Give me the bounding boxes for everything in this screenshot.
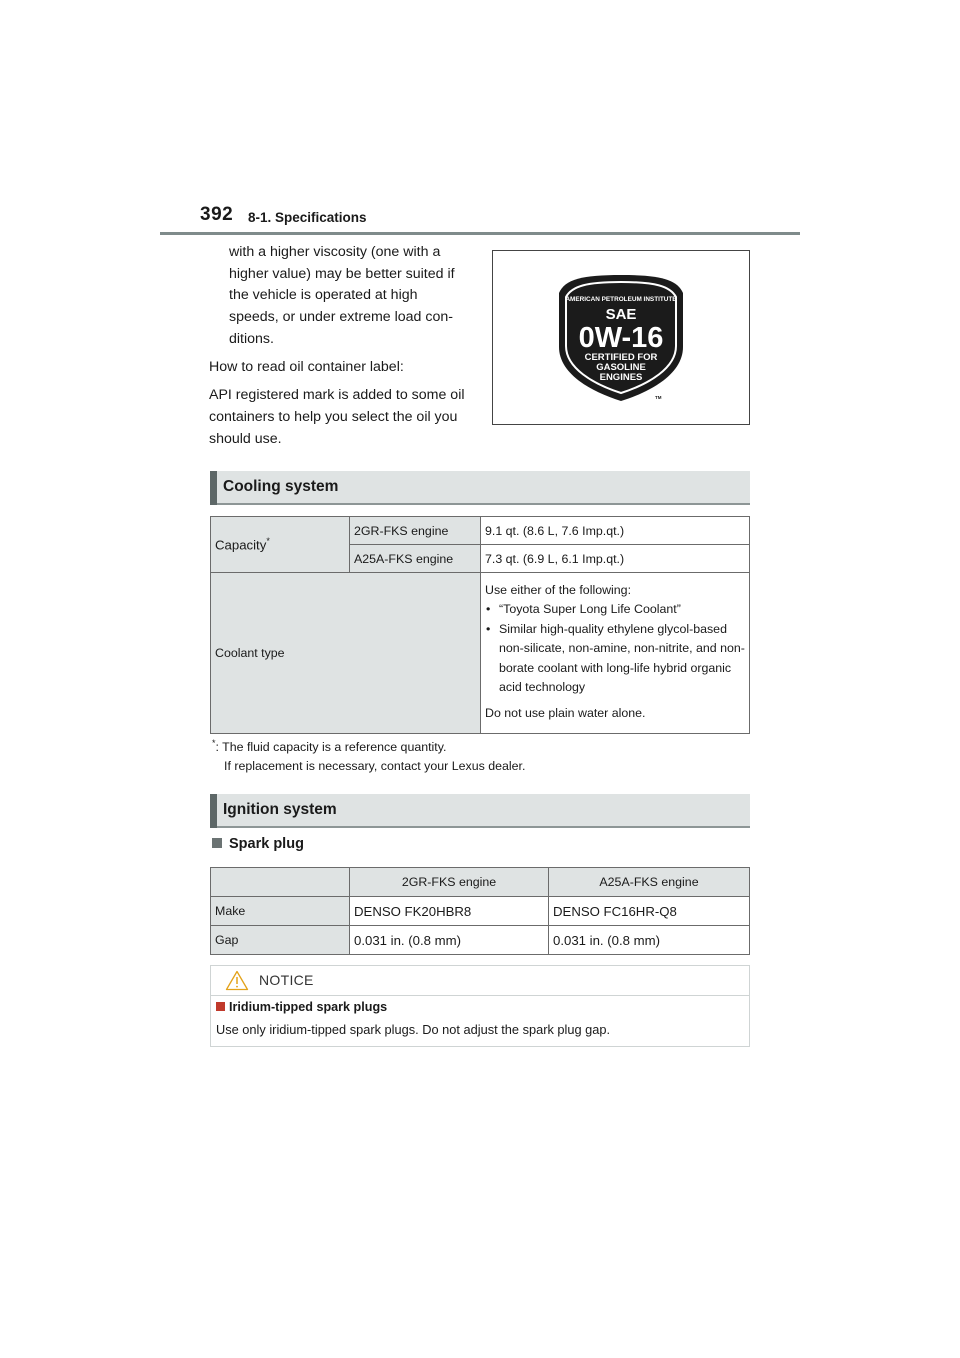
table-cell: 0.031 in. (0.8 mm) [350, 926, 549, 955]
spark-plug-label: Spark plug [229, 836, 304, 852]
intro-text [209, 242, 469, 457]
cooling-system-table [210, 516, 750, 734]
capacity-label: Capacity [215, 537, 267, 553]
api-cert-line3: ENGINES [599, 372, 643, 383]
square-bullet-icon [212, 838, 222, 848]
capacity-footnote-mark: * [266, 536, 270, 547]
api-mark-note: API registered mark is added to some oil containers to help you select the oil you should use. [209, 387, 465, 447]
section-title: 8-1. Specifications [248, 210, 367, 225]
coolant-list [485, 600, 745, 698]
header-rule [160, 232, 800, 235]
row-label-cell: Make [211, 897, 350, 926]
row-label-cell: Gap [211, 926, 350, 955]
engine-cell: 2GR-FKS engine [350, 517, 481, 545]
list-item: • “Toyota Super Long Life Coolant” [485, 600, 745, 620]
coolant-type-cell [481, 573, 750, 734]
coolant-intro: Use either of the following: [485, 582, 632, 597]
spark-plug-table [210, 867, 750, 955]
square-bullet-icon [216, 1002, 225, 1011]
api-cert-line1: CERTIFIED FOR [584, 352, 658, 363]
notice-box [210, 965, 750, 1047]
footnote-line2: If replacement is necessary, contact your Lexus dealer. [224, 759, 526, 774]
how-to-read-label: How to read oil container label: [209, 358, 404, 375]
coolant-warning: Do not use plain water alone. [485, 705, 646, 720]
cooling-system-header [210, 471, 750, 505]
api-tm-text: TM [655, 395, 662, 400]
table-cell: DENSO FC16HR-Q8 [549, 897, 750, 926]
table-row [211, 517, 750, 545]
notice-header [211, 966, 749, 996]
engine-cell: A25A-FKS engine [350, 545, 481, 573]
section-accent-bar [210, 471, 217, 505]
spark-plug-subheading [212, 836, 304, 852]
notice-subheading [216, 1000, 387, 1014]
footnote-mark: * [212, 738, 216, 748]
ignition-system-header [210, 794, 750, 828]
warning-triangle-icon [225, 970, 249, 991]
notice-body: Use only iridium-tipped spark plugs. Do not adjust the spark plug gap. [216, 1022, 611, 1037]
api-certification-mark-icon [493, 251, 749, 424]
api-mark-illustration [492, 250, 750, 425]
section-accent-bar [210, 794, 217, 828]
list-item: • Similar high-quality ethylene glycol-based non-silicate, non-amine, non-nitrite, and non-borate coolant with long-life hybrid organic acid technology [485, 620, 745, 698]
page-number: 392 [200, 204, 234, 225]
notice-title: NOTICE [259, 972, 314, 988]
table-header-cell: 2GR-FKS engine [350, 868, 549, 897]
footnote-line1: : The fluid capacity is a reference quantity. [215, 740, 447, 755]
capacity-value-cell: 7.3 qt. (6.9 L, 6.1 Imp.qt.) [481, 545, 750, 573]
viscosity-continuation: with a higher viscosity (one with a higher value) may be better suited if the vehicle is operated at high speeds, or under extreme load con-ditions. [229, 244, 455, 347]
ignition-system-title: Ignition system [223, 801, 337, 818]
table-row [211, 897, 750, 926]
api-institute-text: AMERICAN PETROLEUM INSTITUTE [565, 296, 677, 303]
table-header-cell: A25A-FKS engine [549, 868, 750, 897]
table-cell: 0.031 in. (0.8 mm) [549, 926, 750, 955]
capacity-value-cell: 9.1 qt. (8.6 L, 7.6 Imp.qt.) [481, 517, 750, 545]
api-cert-line2: GASOLINE [596, 362, 646, 373]
notice-subheading-text: Iridium-tipped spark plugs [229, 1000, 388, 1014]
coolant-type-label: Coolant type [211, 573, 481, 734]
table-row [211, 926, 750, 955]
table-cell: DENSO FK20HBR8 [350, 897, 549, 926]
table-row [211, 573, 750, 734]
cooling-system-title: Cooling system [223, 478, 339, 495]
capacity-label-cell [211, 517, 350, 573]
capacity-footnote [212, 734, 752, 776]
table-header-cell [211, 868, 350, 897]
api-sae-text: SAE [605, 306, 637, 323]
api-grade-text: 0W-16 [578, 322, 664, 354]
table-row [211, 868, 750, 897]
